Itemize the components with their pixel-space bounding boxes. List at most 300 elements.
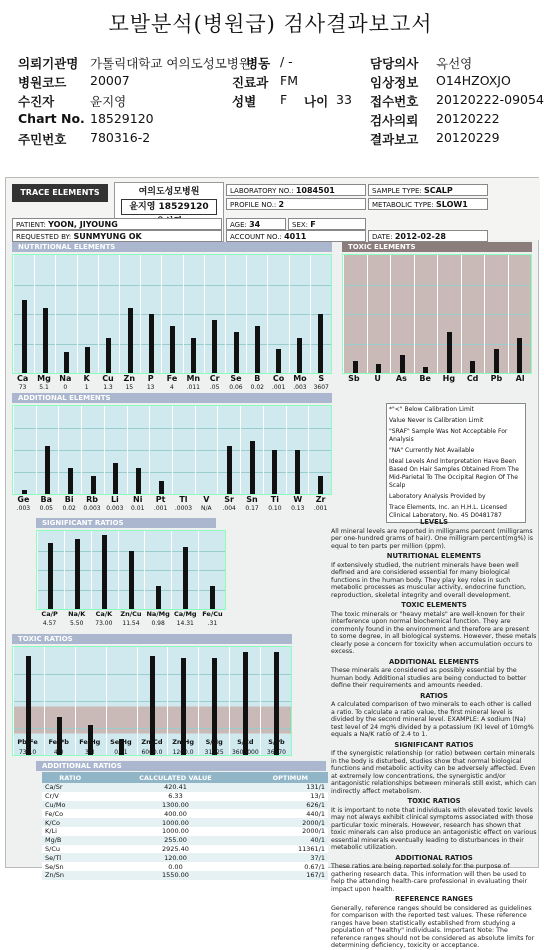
table-cell: Cr/V (45, 792, 59, 801)
element-label: Se/Hg (110, 738, 132, 746)
sample-type-field: SAMPLE TYPE: SCALP (368, 184, 488, 196)
value-hospital-code: 20007 (90, 73, 130, 88)
nutritional-section-title: NUTRITIONAL ELEMENTS (12, 242, 332, 252)
element-value: 1 (84, 384, 89, 391)
column-divider (161, 255, 162, 373)
column-divider (183, 255, 184, 373)
element-label: V (203, 495, 210, 504)
chart-bar (234, 332, 239, 373)
element-label: Fe (166, 374, 178, 383)
table-cell: Ca/Sr (45, 783, 63, 792)
element-value: .05 (209, 384, 220, 391)
element-label: Be (419, 374, 431, 383)
chart-bar (156, 586, 161, 609)
label-age: 나이 (304, 94, 329, 109)
value-result-date: 20120229 (436, 130, 500, 145)
chart-bar (45, 446, 50, 494)
element-label: Na/Mg (146, 610, 170, 618)
account-field: ACCOUNT NO.: 4011 (226, 230, 366, 242)
table-cell: S/Cu (45, 844, 60, 853)
requested-field: REQUESTED BY: SUNMYUNG OK (12, 230, 222, 242)
info-line: "NA" Currently Not Available (389, 447, 475, 454)
column-divider (127, 406, 128, 494)
column-divider (198, 531, 199, 609)
element-value: .003 (293, 384, 307, 391)
section-paragraph: It is important to note that individuals with elevated toxic levels may not always exhibit clinical symptoms associated with those particular toxic minerals. However, research has shown that toxic minerals can also produce an antagonistic effect on various essential minerals eventually leading to disturbances in their metabolic utilization. (331, 806, 537, 851)
section-heading: LEVELS (419, 518, 449, 526)
table-cell: Se/Tl (45, 853, 62, 862)
element-value: 1200.0 (172, 749, 194, 756)
table-cell: Fe/Co (45, 809, 64, 818)
element-value: 1.3 (103, 384, 113, 391)
lab-info-box (386, 403, 526, 523)
additional-ratios-table (42, 772, 328, 880)
table-cell: 167/1 (306, 871, 325, 880)
table-cell: 400.00 (164, 809, 187, 818)
chart-bar (48, 543, 53, 609)
label-clinical-info: 임상정보 (370, 75, 419, 90)
chart-bar (276, 349, 281, 373)
section-heading: REFERENCE RANGES (394, 895, 474, 903)
date-field: DATE: 2012-02-28 (368, 230, 488, 242)
column-divider (367, 255, 368, 373)
element-label: Al (515, 374, 525, 383)
section-paragraph: A calculated comparison of two minerals to each other is called a ratio. To calculate a ratio value, the first mineral level is divided by the second mineral level. EXAMPLE: A sodium (Na) test level of 24 mg% divided by a potassium (K) level of 10mg% equals a Na/K ratio of 2.4 to 1. (331, 701, 534, 738)
value-ward: / - (280, 54, 293, 69)
label-result-date: 결과보고 (370, 132, 419, 147)
table-cell: 1000.00 (162, 818, 189, 827)
element-value: 73.00 (95, 620, 113, 627)
chart-bar (149, 314, 154, 373)
chart-bar (170, 326, 175, 373)
element-value: 4 (170, 384, 174, 391)
column-divider (246, 255, 247, 373)
section-heading: ADDITIONAL RATIOS (395, 853, 473, 862)
toxic-ratios-section-title: TOXIC RATIOS (12, 634, 292, 644)
grid-line (13, 285, 331, 286)
element-label: Ba (40, 495, 53, 504)
chart-bar (517, 338, 522, 373)
value-age: 33 (336, 92, 352, 107)
chart-bar (159, 481, 164, 494)
column-divider (289, 255, 290, 373)
table-cell: 1550.00 (162, 871, 189, 880)
label-hospital-code: 병원코드 (18, 75, 67, 90)
column-divider (437, 255, 438, 373)
element-value: 6000.0 (141, 749, 163, 756)
column-divider (308, 406, 309, 494)
column-divider (286, 406, 287, 494)
element-value: 0.003 (83, 505, 101, 512)
table-cell: 420.41 (164, 783, 187, 792)
table-row (42, 871, 328, 880)
chart-bar (136, 468, 141, 494)
table-cell: 131/1 (306, 783, 325, 792)
chart-bar (68, 468, 73, 494)
info-line: "SRAF" Sample Was Not Acceptable For Analysis (389, 428, 508, 443)
report-header (6, 178, 540, 240)
element-label: Sr (224, 495, 235, 504)
column-divider (240, 406, 241, 494)
table-cell: K/Co (45, 818, 60, 827)
column-divider (118, 531, 119, 609)
table-cell: K/Li (45, 827, 57, 836)
table-cell: 0.00 (168, 862, 183, 871)
chart-bar (423, 367, 428, 373)
lab-no-field: LABORATORY NO.: 1084501 (226, 184, 366, 196)
chart-bar (91, 476, 96, 494)
element-label: Hg (442, 374, 456, 383)
label-doctor: 담당의사 (370, 56, 419, 71)
element-label: As (395, 374, 407, 383)
element-value: 31725 (204, 749, 224, 756)
element-value: 14.31 (176, 620, 194, 627)
element-value: .001 (153, 505, 168, 512)
chart-bar (470, 361, 475, 373)
table-cell: Zn/Sn (45, 871, 65, 880)
label-sex: 성별 (232, 94, 257, 109)
explanation-text (331, 516, 537, 950)
chart-bar (106, 338, 111, 373)
element-value: 36070 (266, 749, 286, 756)
table-cell: 626/1 (306, 800, 325, 809)
section-paragraph: These minerals are considered as possibly essential by the human body. Additional studies are being conducted to better define their requirements and amounts needed. (331, 667, 527, 689)
chart-bar (64, 352, 69, 373)
chart-bar (295, 450, 300, 494)
column-divider (104, 406, 105, 494)
table-cell: 1000.00 (162, 827, 189, 836)
section-paragraph: If extensively studied, the nutrient minerals have been well defined and are considered essential for many biological functions in the human body. They play key roles in such metabolic processes as muscular activity, endocrine function, reproduction, skeletal integrity and overall development. (331, 561, 527, 599)
element-label: Zn/Cd (141, 738, 163, 746)
column-divider (390, 255, 391, 373)
table-cell: 2000/1 (302, 827, 325, 836)
element-value: 4.0 (53, 749, 64, 756)
chart-bar (75, 539, 80, 609)
column-divider (195, 406, 196, 494)
column-divider (36, 406, 37, 494)
element-label: Ti (270, 495, 279, 504)
element-label: Ca/P (41, 610, 58, 618)
label-request-date: 검사의뢰 (370, 113, 419, 128)
column-divider (98, 255, 99, 373)
element-label: Pb/Fe (17, 738, 38, 746)
column-divider (217, 406, 218, 494)
chart-bar (447, 332, 452, 373)
element-value: .001 (271, 384, 286, 391)
element-label: Tl (179, 495, 188, 504)
element-label: S/Pb (268, 738, 285, 746)
column-divider (58, 406, 59, 494)
element-label: Se (230, 374, 242, 383)
value-institution: 가톨릭대학교 여의도성모병원 (90, 56, 251, 71)
age-field: AGE: 34 (226, 218, 286, 230)
table-cell: 440/1 (306, 809, 325, 818)
element-value: 0.01 (131, 505, 145, 512)
metabolic-field: METABOLIC TYPE: SLOW1 (368, 198, 488, 210)
element-value: 3.3 (85, 749, 95, 756)
additional-section-title: ADDITIONAL ELEMENTS (12, 393, 332, 403)
element-value: 15 (125, 384, 134, 391)
element-label: Mo (293, 374, 307, 383)
column-divider (91, 531, 92, 609)
info-line: Ideal Levels And Interpretation Have Been Based On Hair Samples Obtained From The Mid-Parietal To The Occipital Region Of The Scalp (389, 458, 519, 489)
element-label: Ca (17, 374, 29, 383)
scanned-report (5, 177, 539, 949)
column-divider (484, 255, 485, 373)
table-cell: 0.67/1 (304, 862, 325, 871)
element-label: K (83, 374, 90, 383)
column-divider (77, 255, 78, 373)
section-paragraph: The toxic minerals or "heavy metals" are well-known for their interference upon normal biochemical function. They are commonly found in the environment and therefore are present to some degree, in all biological systems. However, these metals clearly pose a concern for toxicity when accumulation occurs to excess. (331, 610, 537, 655)
value-doctor: 옥선영 (436, 56, 473, 71)
info-line: *"<" Below Calibration Limit (389, 406, 474, 413)
table-row (42, 783, 328, 792)
element-value: 3607000 (231, 749, 259, 756)
element-value: .31 (207, 620, 218, 627)
element-label: Zn/Cu (120, 610, 142, 618)
chart-bar (102, 535, 107, 609)
stamp-line: 윤지영 18529120 (121, 199, 217, 215)
element-value: 0.06 (229, 384, 243, 391)
chart-bar (212, 320, 217, 373)
element-value: 73 (18, 384, 27, 391)
section-heading: NUTRITIONAL ELEMENTS (386, 552, 482, 560)
chart-bar (376, 364, 381, 373)
section-heading: TOXIC RATIOS (407, 797, 461, 805)
column-divider (172, 406, 173, 494)
chart-bar (227, 446, 232, 494)
element-value: 0.02 (62, 505, 76, 512)
element-value: 0.02 (250, 384, 264, 391)
element-label: Ca/Mg (173, 610, 197, 618)
chart-bar (22, 490, 27, 494)
column-divider (343, 255, 344, 373)
section-paragraph: All mineral levels are reported in milligrams percent (milligrams per one-hundred grams of hair). One milligram percent(mg%) is equal to ten parts per million (ppm). (331, 527, 534, 550)
sex-field: SEX: F (288, 218, 366, 230)
column-divider (140, 255, 141, 373)
element-label: Cr (209, 374, 220, 383)
column-divider (81, 406, 82, 494)
significant-chart (36, 530, 226, 610)
element-value: 730.0 (18, 749, 37, 756)
element-label: Cu (102, 374, 114, 383)
grid-line (13, 314, 331, 315)
element-label: W (293, 495, 303, 504)
significant-section-title: SIGNIFICANT RATIOS (36, 518, 216, 528)
element-value: 5.50 (70, 620, 84, 627)
info-line: Laboratory Analysis Provided by (389, 493, 486, 500)
info-line: Trace Elements, Inc. an H.H.L. Licensed Clinical Laboratory, No. 45 D0481787 (389, 504, 507, 519)
element-label: Na/K (68, 610, 86, 618)
element-label: Co (272, 374, 285, 383)
table-row (42, 801, 328, 810)
table-row (42, 809, 328, 818)
label-resident-no: 주민번호 (18, 132, 67, 147)
element-label: Mn (186, 374, 201, 383)
element-value: 0.17 (245, 505, 259, 512)
section-heading: RATIOS (420, 691, 448, 700)
element-value: 0.003 (106, 505, 124, 512)
element-value: 0 (63, 384, 68, 391)
report-title: 모발분석(병원급) 검사결과보고서 (108, 12, 433, 36)
additional-ratios-section-title: ADDITIONAL RATIOS (36, 761, 326, 771)
column-divider (37, 531, 38, 609)
element-label: Cd (466, 374, 479, 383)
element-label: S/Cd (237, 738, 254, 746)
value-sex: F (280, 92, 288, 107)
element-label: Rb (86, 495, 98, 504)
table-cell: 37/1 (310, 853, 325, 862)
table-header: RATIO (42, 772, 98, 783)
column-divider (149, 406, 150, 494)
element-label: Li (110, 495, 119, 504)
chart-bar (22, 300, 27, 373)
element-label: B (254, 374, 261, 383)
lab-logo: TRACE ELEMENTS (12, 184, 108, 202)
table-row (42, 827, 328, 836)
column-divider (13, 406, 14, 494)
column-divider (34, 255, 35, 373)
value-department: FM (280, 73, 298, 88)
element-label: Mg (37, 374, 51, 383)
label-chart-no: Chart No. (18, 111, 85, 126)
table-row (42, 862, 328, 871)
chart-bar (353, 361, 358, 373)
chart-bar (318, 314, 323, 373)
label-ward: 병동 (246, 56, 271, 71)
patient-header (18, 54, 544, 149)
stamp-line: 여의도성모병원 (138, 187, 200, 197)
section-heading: TOXIC ELEMENTS (401, 601, 467, 609)
chart-bar (494, 349, 499, 373)
element-value: 0.05 (39, 505, 53, 512)
value-receipt-no: 20120222-09054 (436, 92, 544, 107)
element-label: S/Hg (205, 738, 223, 746)
column-divider (414, 255, 415, 373)
element-label: Ge (17, 495, 30, 504)
element-label: Sb (348, 374, 360, 383)
column-divider (263, 406, 264, 494)
column-divider (225, 255, 226, 373)
table-cell: 40/1 (310, 836, 325, 845)
element-label: Zn (123, 374, 136, 383)
table-cell: 1300.00 (162, 800, 189, 809)
element-value: 0.98 (151, 620, 165, 627)
label-patient: 수진자 (18, 94, 55, 109)
element-label: P (147, 374, 154, 383)
element-label: Na (59, 374, 72, 383)
column-divider (55, 255, 56, 373)
column-divider (171, 531, 172, 609)
element-label: Ca/K (95, 610, 113, 618)
value-patient: 윤지영 (90, 94, 127, 109)
column-divider (310, 255, 311, 373)
column-divider (508, 255, 509, 373)
element-value: .003 (16, 505, 31, 512)
value-resident-no: 780316-2 (90, 130, 151, 145)
section-paragraph: Generally, reference ranges should be considered as guidelines for comparison with the reported test values. These reference ranges have been statistically established from studying a population of "healthy" individuals. Important Note: The reference ranges should not be considered as absolute limits for determining deficiency, toxicity or acceptance. (331, 904, 535, 949)
info-line: Value Never Is Calibration Limit (389, 417, 484, 424)
element-label: Bi (64, 495, 74, 504)
table-cell: 6.33 (168, 792, 183, 801)
profile-field: PROFILE NO.: 2 (226, 198, 366, 210)
table-cell: 11361/1 (297, 844, 325, 853)
column-divider (204, 255, 205, 373)
element-label: Zr (315, 495, 326, 504)
column-divider (267, 255, 268, 373)
element-label: Sn (246, 495, 258, 504)
element-value: .004 (222, 505, 236, 512)
section-paragraph: If the synergistic relationship (or ratio) between certain minerals in the body is disturbed, studies show that normal biological functions and metabolic activity can be adversely affected. Even at extremely low concentrations, the synergistic and/or antagonistic relationships between minerals still exist, which can indirectly affect metabolism. (331, 750, 537, 795)
column-divider (13, 255, 14, 373)
table-cell: 2925.40 (162, 844, 189, 853)
element-label: Ni (133, 495, 143, 504)
element-value: .011 (186, 384, 200, 391)
section-heading: ADDITIONAL ELEMENTS (389, 657, 479, 666)
element-value: 0.01 (114, 749, 128, 756)
column-divider (119, 255, 120, 373)
table-cell: 13/1 (310, 792, 325, 801)
value-clinical-info: O14HZOXJO (436, 73, 511, 88)
chart-bar (255, 326, 260, 373)
chart-bar (318, 476, 323, 494)
toxic-chart (342, 254, 532, 374)
table-cell: Cu/Mo (45, 800, 66, 809)
table-row (42, 818, 328, 827)
table-row (42, 792, 328, 801)
chart-bar (85, 347, 90, 373)
element-value: 0.13 (291, 505, 305, 512)
chart-bar (400, 355, 405, 373)
column-divider (461, 255, 462, 373)
table-cell: 255.00 (164, 836, 187, 845)
nutritional-chart (12, 254, 332, 374)
table-cell: 2000/1 (302, 818, 325, 827)
label-receipt-no: 접수번호 (370, 94, 419, 109)
value-chart-no: 18529120 (90, 111, 154, 126)
element-value: 5.1 (39, 384, 49, 391)
chart-bar (272, 450, 277, 494)
element-value: 13 (146, 384, 155, 391)
element-label: S (318, 374, 325, 383)
chart-bar (128, 308, 133, 373)
chart-bar (297, 338, 302, 373)
label-department: 진료과 (232, 75, 269, 90)
element-label: Zn/Hg (172, 738, 194, 746)
chart-bar (129, 551, 134, 610)
element-value: .0003 (174, 505, 193, 512)
table-row (42, 836, 328, 845)
table-cell: Se/Sn (45, 862, 64, 871)
element-value: .001 (313, 505, 328, 512)
chart-bar (210, 586, 215, 609)
column-divider (64, 531, 65, 609)
section-heading: SIGNIFICANT RATIOS (394, 740, 474, 749)
toxic-section-title: TOXIC ELEMENTS (342, 242, 532, 252)
column-divider (144, 531, 145, 609)
table-row (42, 853, 328, 862)
table-header: CALCULATED VALUE (98, 772, 252, 783)
table-cell: Mg/B (45, 836, 62, 845)
element-label: Fe/Pb (48, 738, 69, 746)
element-value: 11.54 (122, 620, 140, 627)
element-label: Fe/Hg (79, 738, 101, 746)
element-label: U (374, 374, 381, 383)
chart-bar (113, 463, 118, 494)
chart-bar (43, 308, 48, 373)
element-value: 3607 (313, 384, 329, 391)
element-label: Pb (490, 374, 503, 383)
